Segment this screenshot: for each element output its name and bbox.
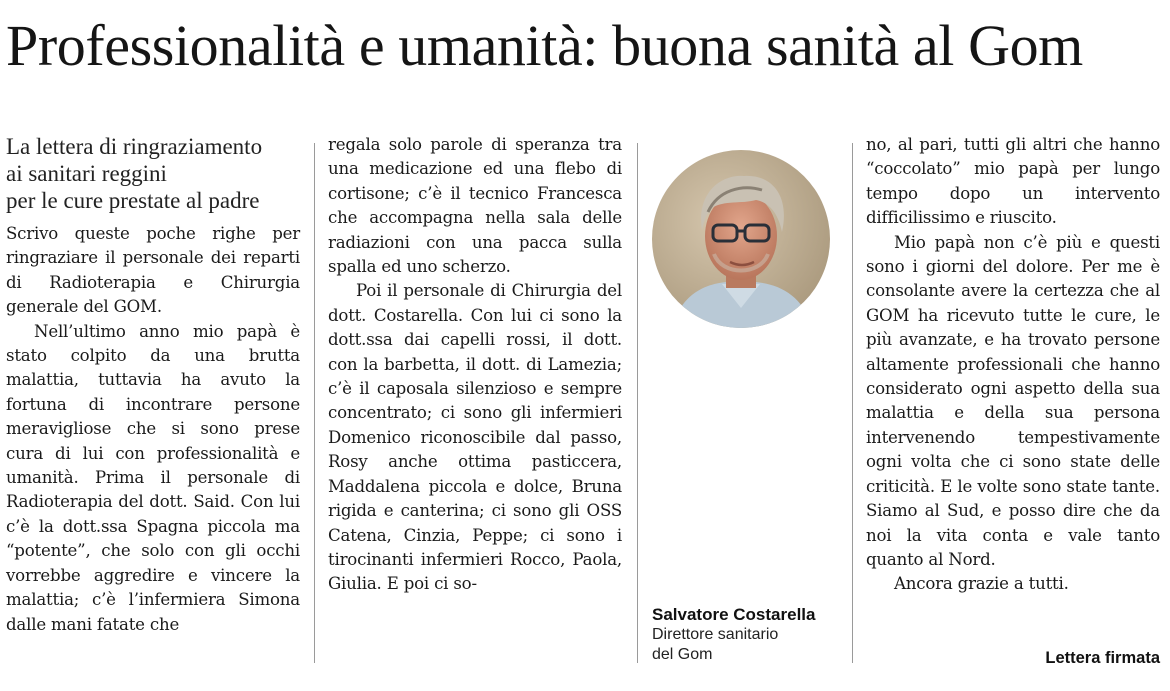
paragraph: no, al pari, tutti gli altri che hanno “coccolato” mio papà per lungo tempo dopo un intervento difficilissimo e riuscito.	[866, 135, 1160, 228]
paragraph: regala solo parole di speranza tra una medicazione ed una flebo di cortisone; c’è il tecnico Francesca che accompagna nella sala delle radiazioni con una pacca sulla spalla ed uno scherzo.	[328, 135, 622, 277]
article-column-2	[328, 133, 622, 597]
paragraph: Poi il personale di Chirurgia del dott. Costarella. Con lui ci sono la dott.ssa dai capelli rossi, il dott. con la barbetta, il dott. di Lamezia; c’è il caposala silenzioso e sempre concentrato; ci sono gli infermieri Domenico riconoscibile dal passo, Rosy anche ottima pasticcera, Maddalena piccola e dolce, Bruna rigida e canterina; ci sono gli OSS Catena, Cinzia, Peppe; ci sono i tirocinanti infermieri Rocco, Paola, Giulia. E poi ci so-	[328, 281, 622, 594]
paragraph: Nell’ultimo anno mio papà è stato colpito da una brutta malattia, tuttavia ha avuto la fortuna di incontrare persone meravigliose che si sono prese cura di lui con professionalità e umanità. Prima il personale di Radioterapia del dott. Said. Con lui c’è la dott.ssa Spagna piccola ma “potente”, che solo con gli occhi vorrebbe aggredire e vincere la malattia; c’è l’infermiera Simona dalle mani fatate che	[6, 321, 300, 634]
caption-role: del Gom	[652, 646, 713, 663]
deck-line: per le cure prestate al padre	[6, 188, 260, 213]
paragraph: Mio papà non c’è più e questi sono i giorni del dolore. Per me è consolante avere la certezza che al GOM ha ricevuto tutte le cure, le più avanzate, e ha trovato persone altamente professionali che hanno considerato ogni aspetto della sua malattia e della sua persona intervenendo tempestivamente ogni volta che ci sono state delle criticità. E le volte sono state tante. Siamo al Sud, e posso dire che da noi la vita conta e vale tanto quanto al Nord.	[866, 232, 1160, 569]
article-column-1	[6, 133, 300, 637]
column-divider	[314, 143, 315, 663]
column-divider	[637, 143, 638, 663]
photo-caption	[652, 604, 842, 665]
article-column-4	[866, 133, 1160, 597]
column-divider	[852, 143, 853, 663]
caption-name: Salvatore Costarella	[652, 605, 816, 624]
paragraph: Ancora grazie a tutti.	[894, 574, 1069, 594]
deck-subtitle	[6, 133, 300, 214]
headline: Professionalità e umanità: buona sanità al Gom	[6, 13, 1083, 78]
portrait-photo	[652, 150, 830, 328]
caption-role: Direttore sanitario	[652, 626, 779, 643]
paragraph: Scrivo queste poche righe per ringraziare il personale dei reparti di Radioterapia e Chirurgia generale del GOM.	[6, 224, 300, 317]
signature: Lettera firmata	[1045, 649, 1160, 667]
deck-line: ai sanitari reggini	[6, 161, 167, 186]
deck-line: La lettera di ringraziamento	[6, 134, 263, 159]
